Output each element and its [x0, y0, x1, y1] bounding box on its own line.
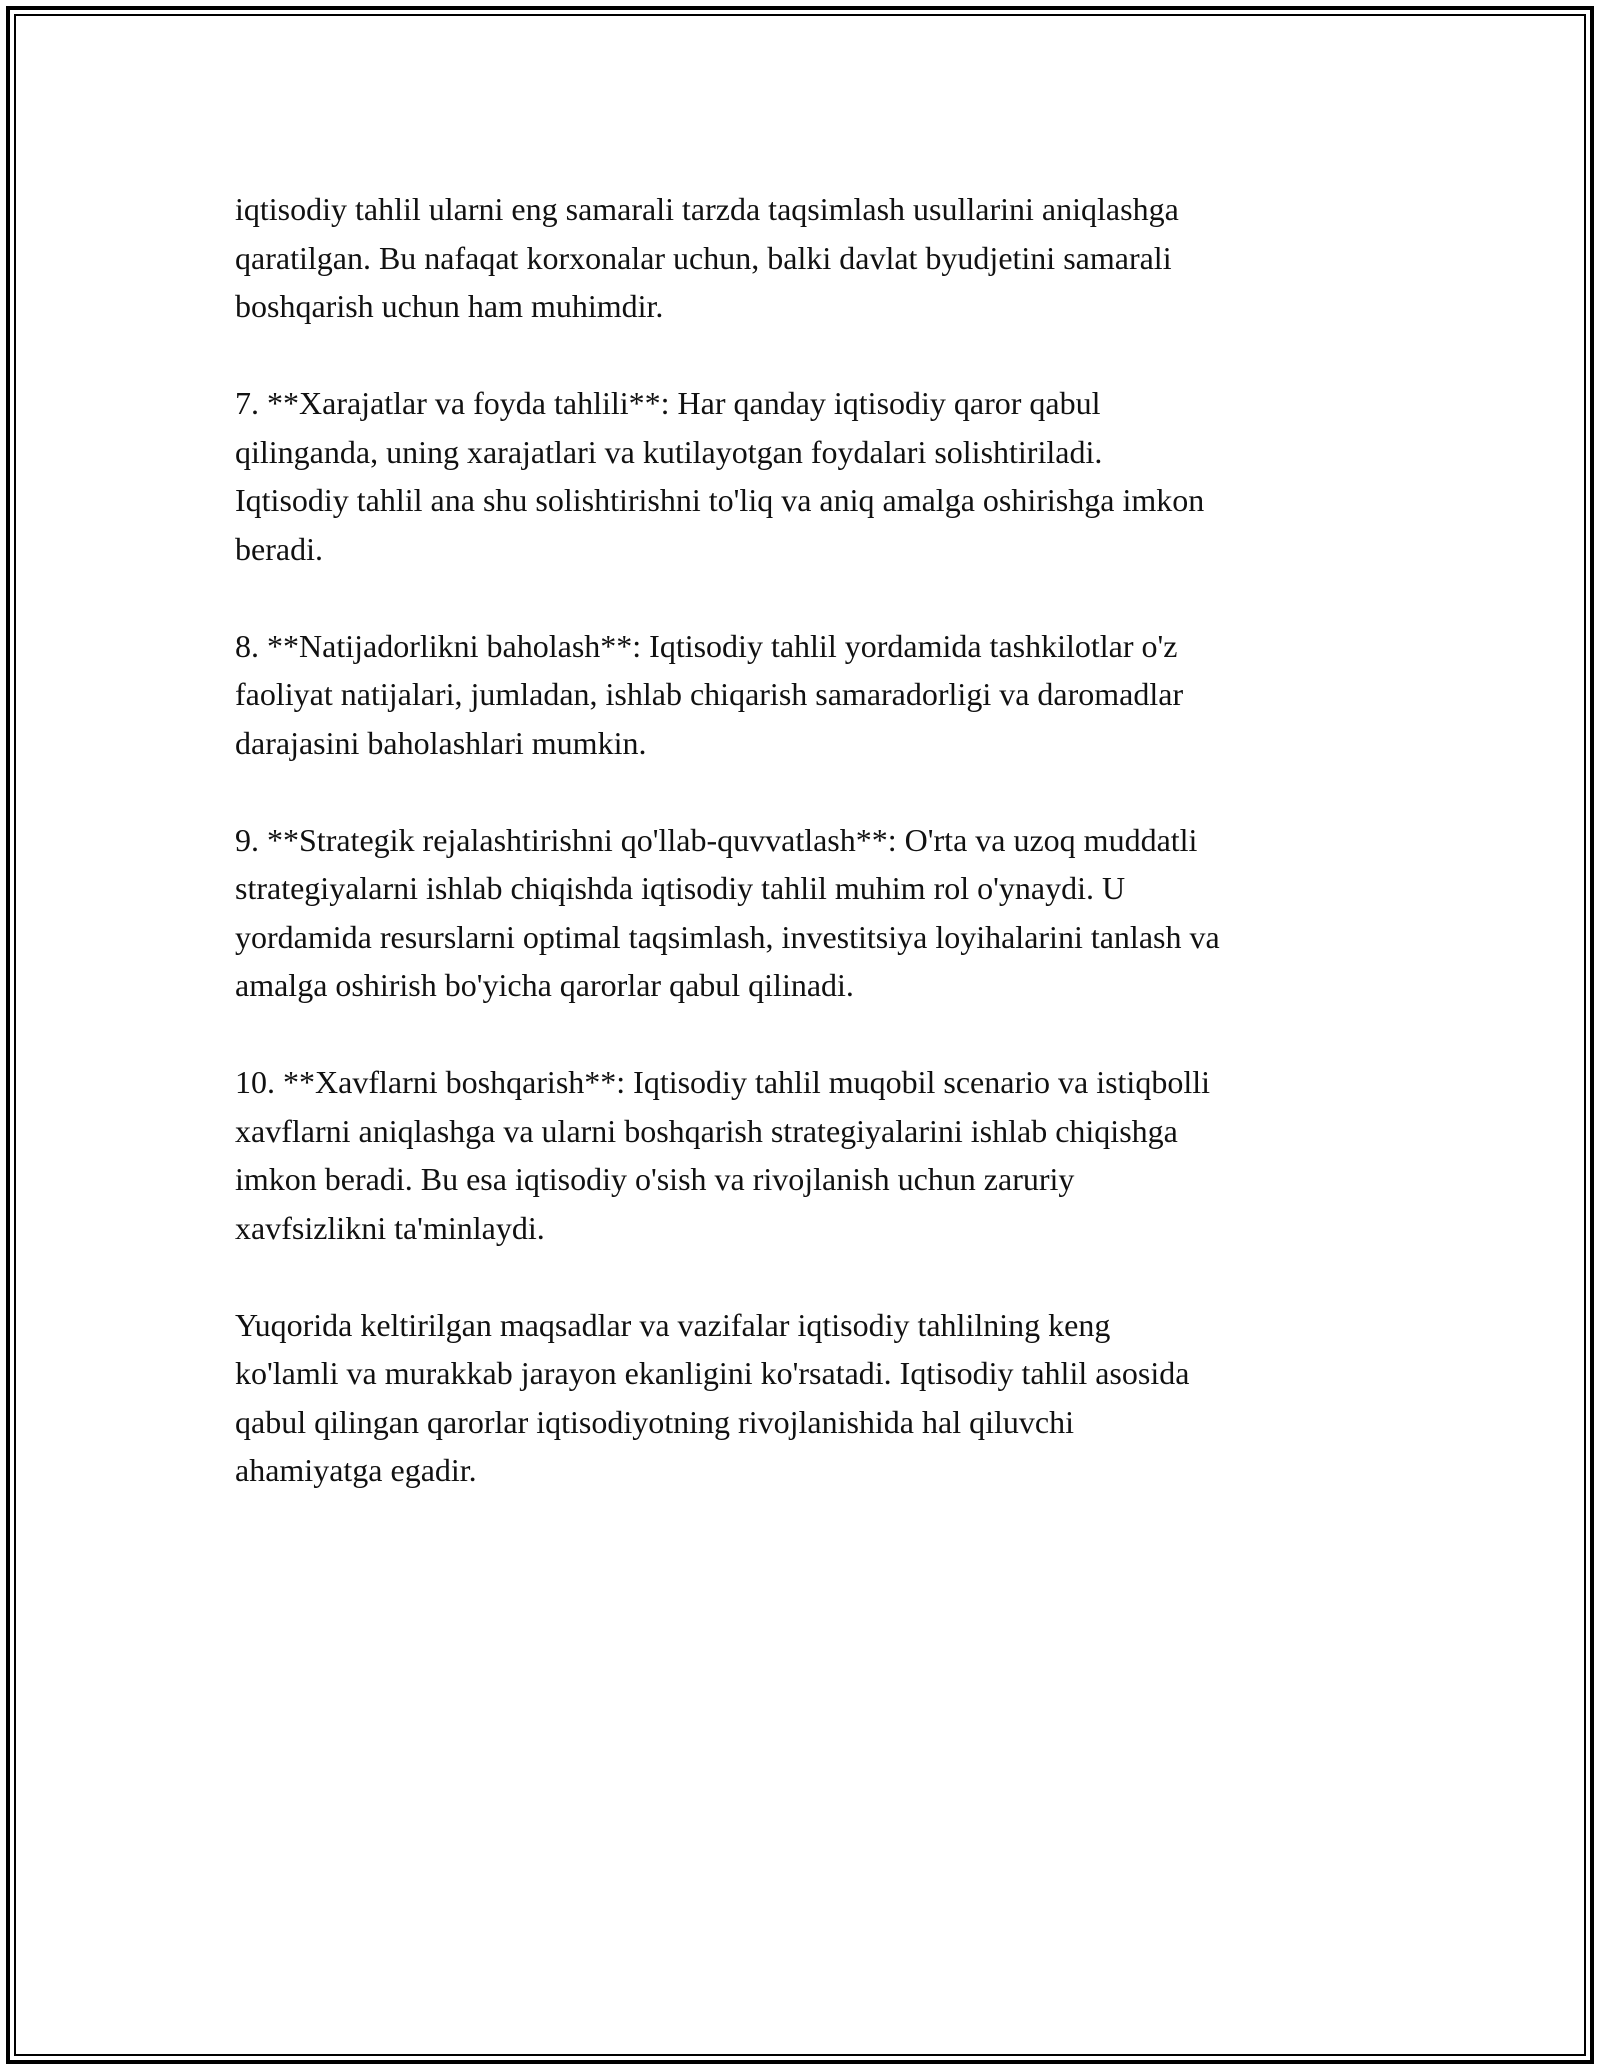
document-body [235, 185, 1375, 1543]
paragraph-item-7: 7. **Xarajatlar va foyda tahlili**: Har qanday iqtisodiy qaror qabul qilinganda, uning xarajatlari va kutilayotgan foydalari solishtiriladi. Iqtisodiy tahlil ana shu solishtirishni to'liq va aniq amalga oshirishga imkon beradi. [235, 385, 1205, 567]
paragraph-intro-continuation: iqtisodiy tahlil ularni eng samarali tarzda taqsimlash usullarini aniqlashga qaratilgan. Bu nafaqat korxonalar uchun, balki davlat byudjetini samarali boshqarish uchun ham muhimdir. [235, 191, 1179, 324]
paragraph-item-10: 10. **Xavflarni boshqarish**: Iqtisodiy tahlil muqobil scenario va istiqbolli xavflarni aniqlashga va ularni boshqarish strategiyalarini ishlab chiqishga imkon beradi. Bu esa iqtisodiy o'sish va rivojlanish uchun zaruriy xavfsizlikni ta'minlaydi. [235, 1064, 1210, 1246]
paragraph-item-9: 9. **Strategik rejalashtirishni qo'llab-quvvatlash**: O'rta va uzoq muddatli strategiyalarni ishlab chiqishda iqtisodiy tahlil muhim rol o'ynaydi. U yordamida resurslarni optimal taqsimlash, investitsiya loyihalarini tanlash va amalga oshirish bo'yicha qarorlar qabul qilinadi. [235, 821, 1220, 1003]
paragraph-item-8: 8. **Natijadorlikni baholash**: Iqtisodiy tahlil yordamida tashkilotlar o'z faoliyat natijalari, jumladan, ishlab chiqarish samaradorligi va daromadlar darajasini baholashlari mumkin. [235, 627, 1184, 761]
paragraph-conclusion: Yuqorida keltirilgan maqsadlar va vazifalar iqtisodiy tahlilning keng ko'lamli va murakkab jarayon ekanligini ko'rsatadi. Iqtisodiy tahlil asosida qabul qilingan qarorlar iqtisodiyotning rivojlanishida hal qiluvchi ahamiyatga egadir. [235, 1306, 1190, 1488]
